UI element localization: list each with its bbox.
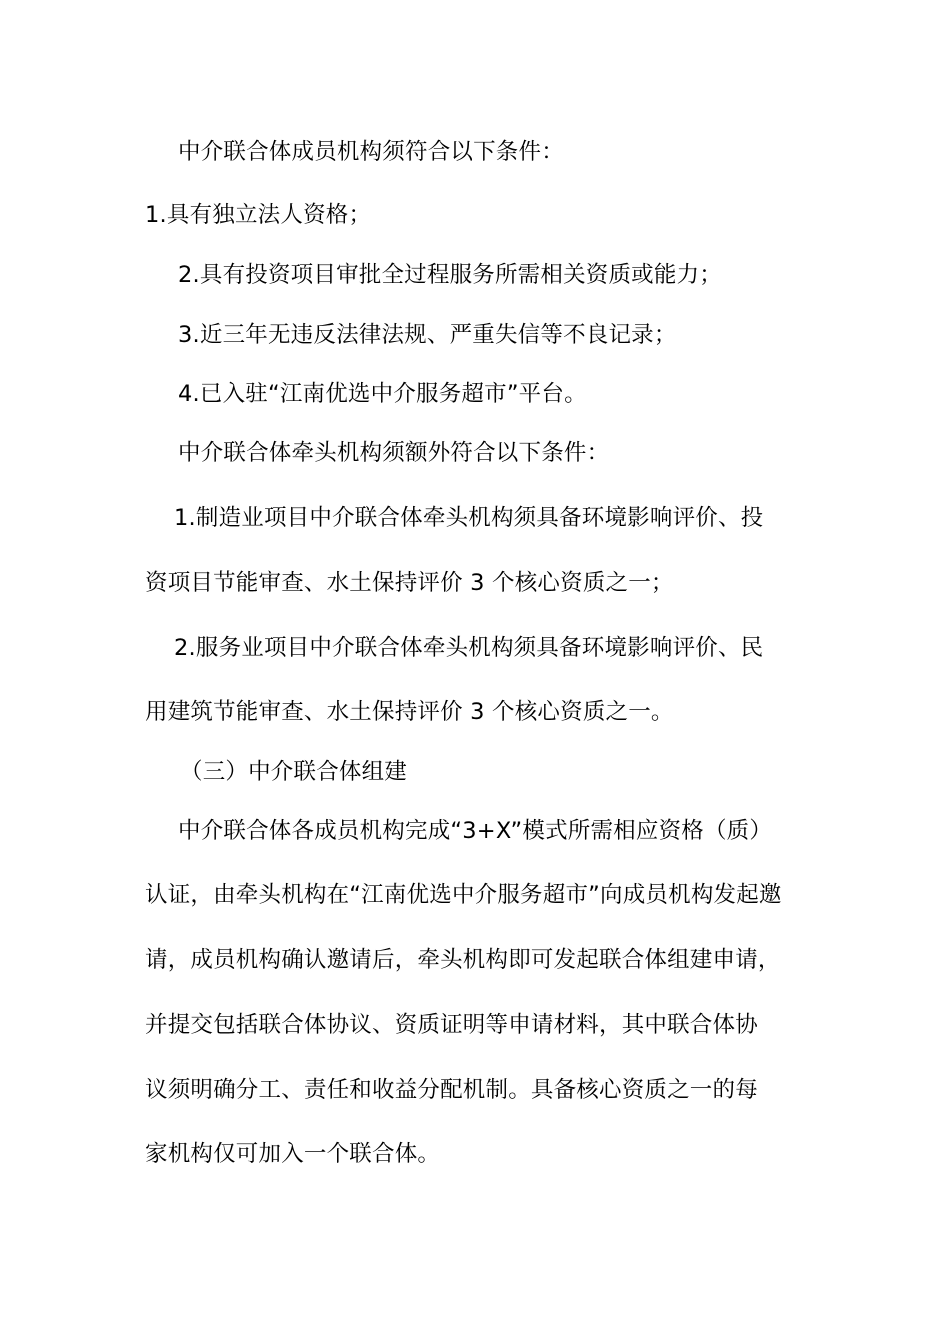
member-condition-3: 3.近三年无违反法律法规、严重失信等不良记录； [178,322,677,348]
formation-paragraph-line-1: 中介联合体各成员机构完成“3+X”模式所需相应资格（质） [178,818,773,844]
intro-lead-conditions: 中介联合体牵头机构须额外符合以下条件： [178,440,610,466]
member-condition-4: 4.已入驻“江南优选中介服务超市”平台。 [178,381,587,407]
formation-paragraph-line-6: 家机构仅可加入一个联合体。 [145,1141,441,1167]
member-condition-2: 2.具有投资项目审批全过程服务所需相关资质或能力； [178,262,722,288]
lead-condition-2-line-2: 用建筑节能审查、水土保持评价 3 个核心资质之一。 [145,699,674,725]
intro-member-conditions: 中介联合体成员机构须符合以下条件： [178,139,564,165]
lead-condition-2-line-1: 2.服务业项目中介联合体牵头机构须具备环境影响评价、民 [174,635,764,661]
formation-paragraph-line-4: 并提交包括联合体协议、资质证明等申请材料，其中联合体协 [145,1012,758,1038]
formation-paragraph-line-5: 议须明确分工、责任和收益分配机制。具备核心资质之一的每 [145,1077,758,1103]
formation-paragraph-line-3: 请，成员机构确认邀请后，牵头机构即可发起联合体组建申请， [145,947,781,973]
member-condition-1: 1.具有独立法人资格； [145,202,372,228]
formation-paragraph-line-2: 认证，由牵头机构在“江南优选中介服务超市”向成员机构发起邀 [145,882,782,908]
section-heading-3: （三）中介联合体组建 [180,759,408,785]
lead-condition-1-line-1: 1.制造业项目中介联合体牵头机构须具备环境影响评价、投 [174,505,764,531]
lead-condition-1-line-2: 资项目节能审查、水土保持评价 3 个核心资质之一； [145,570,674,596]
